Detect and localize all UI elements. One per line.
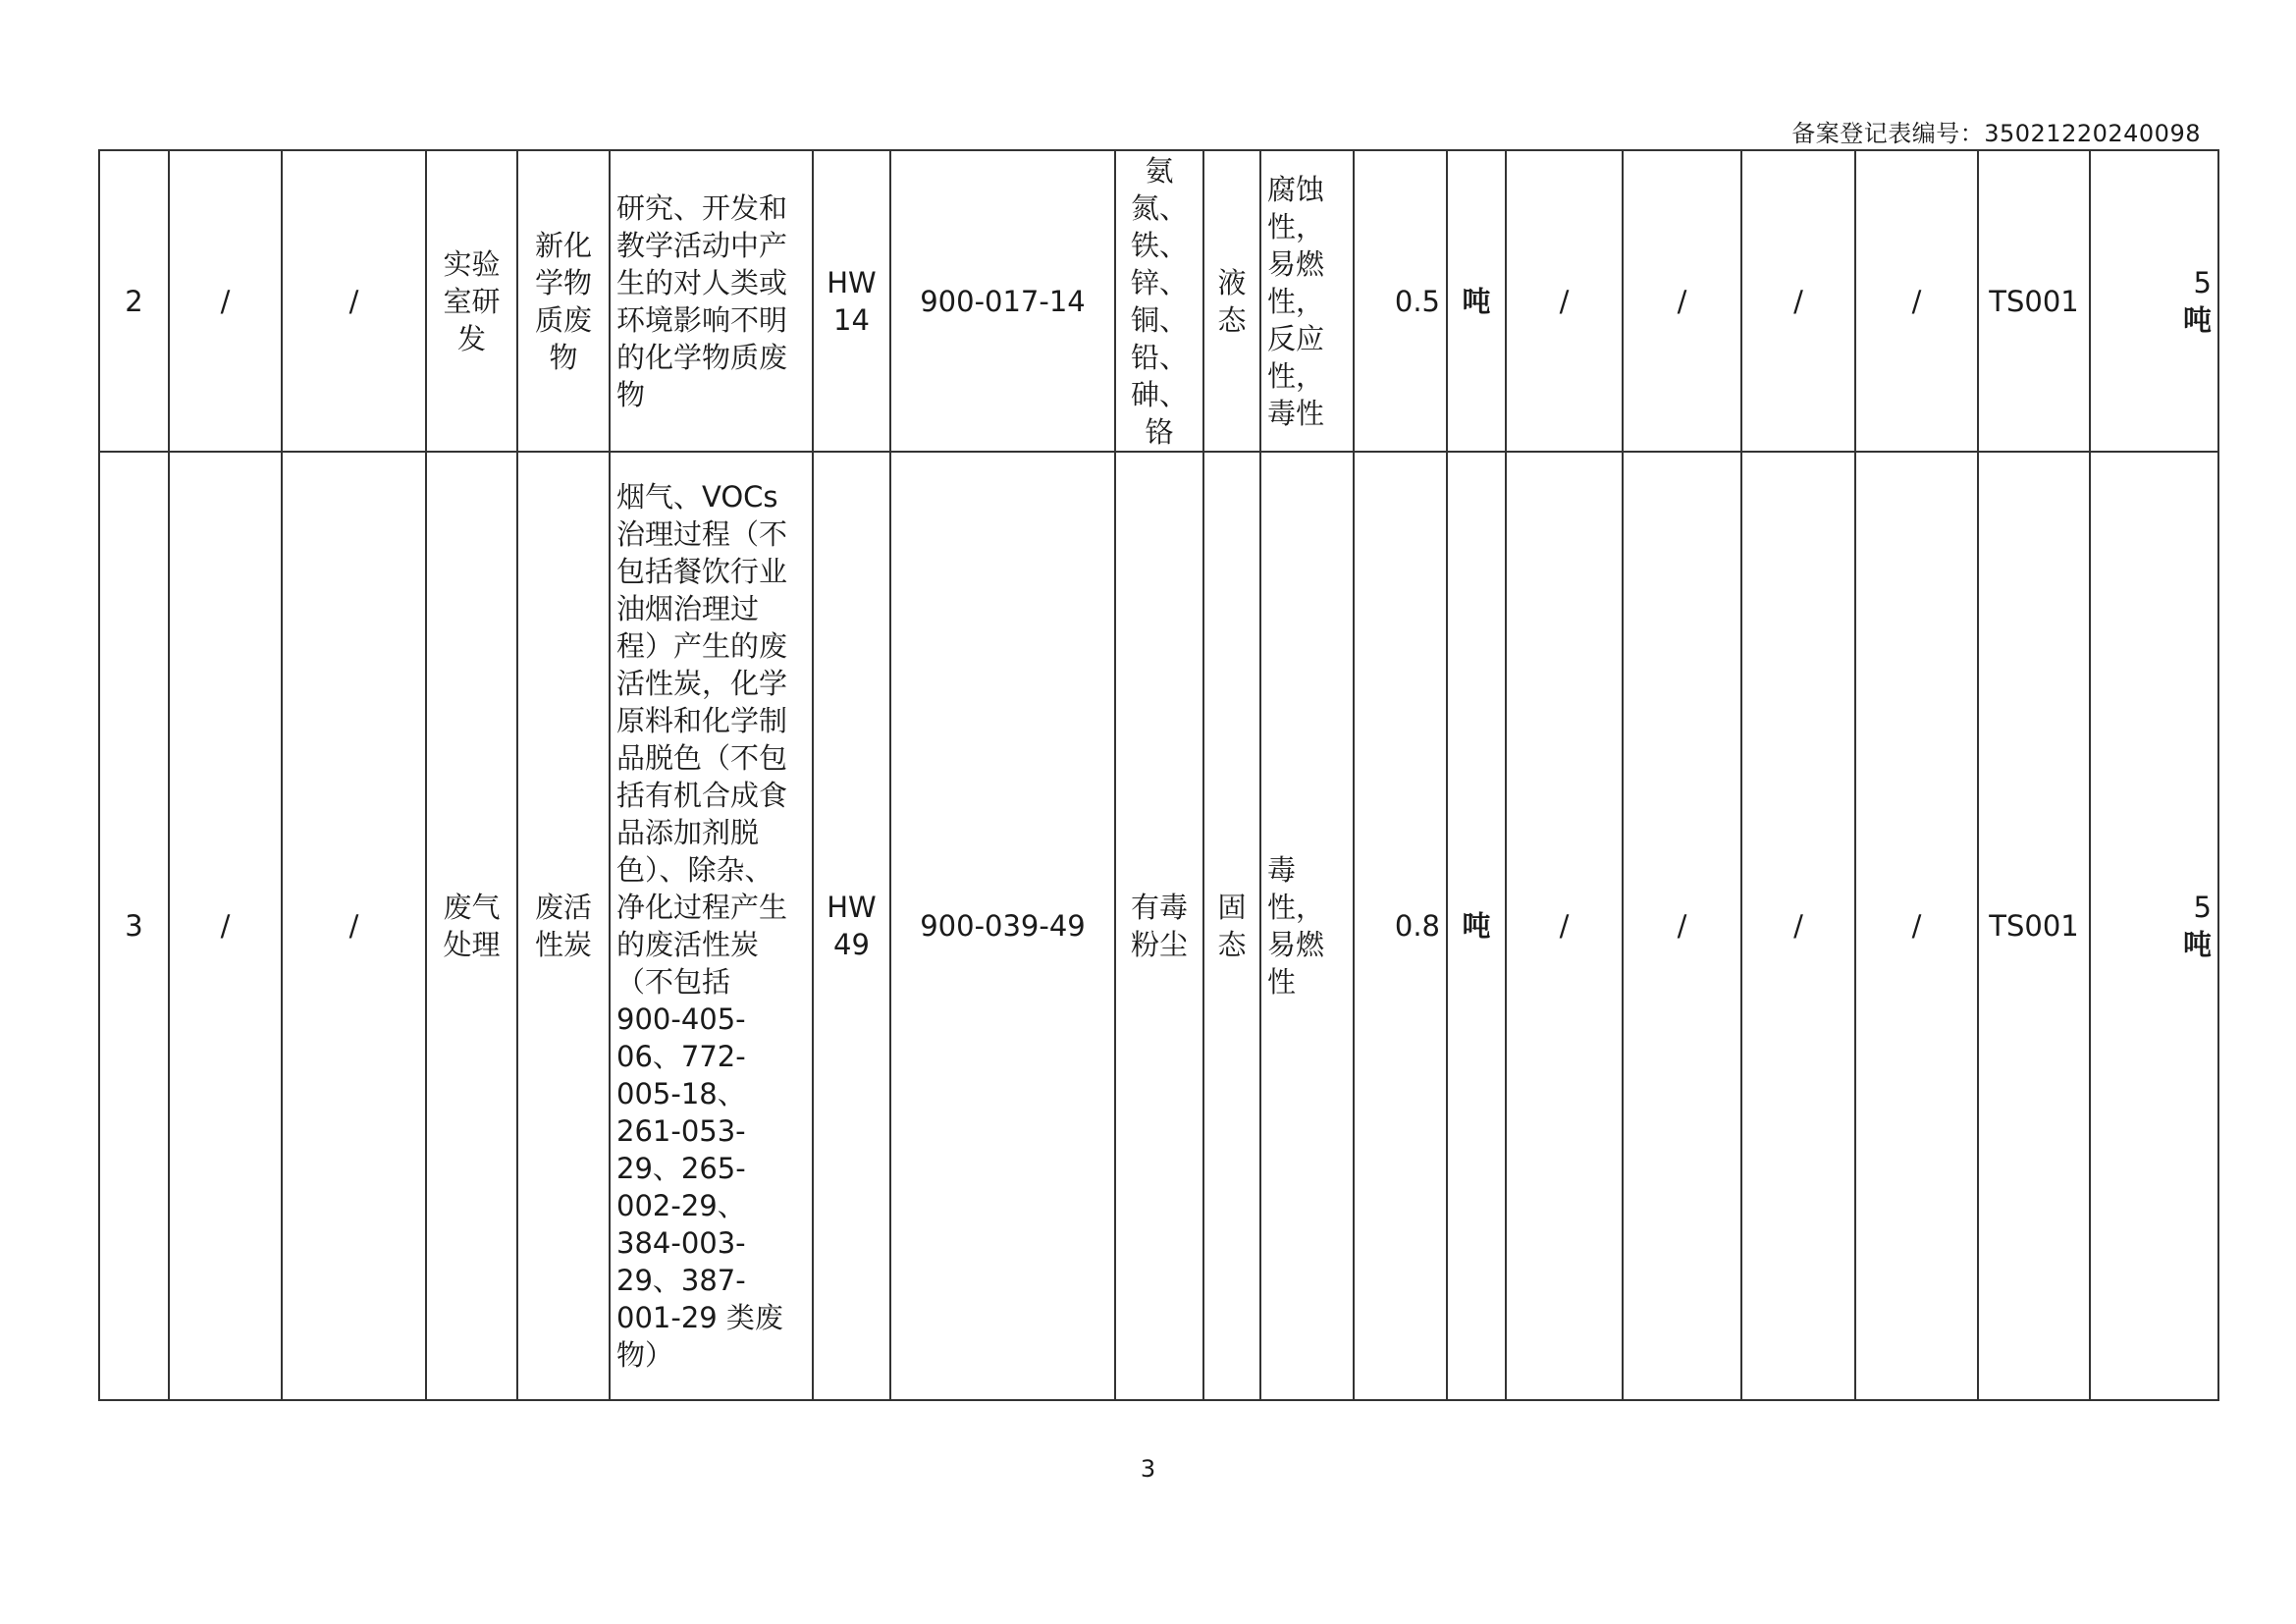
physical-form: 液态 xyxy=(1203,150,1260,452)
cell-col15: / xyxy=(1741,452,1855,1400)
desc-line: 900-405- xyxy=(616,1002,746,1036)
registration-number: 备案登记表编号：35021220240098 xyxy=(1791,120,2201,147)
cell-col13: / xyxy=(1506,452,1623,1400)
desc-line: 品脱色（不包 xyxy=(616,741,788,775)
cell-col2: / xyxy=(169,150,282,452)
cell-col14: / xyxy=(1623,150,1741,452)
waste-category: HW49 xyxy=(813,452,890,1400)
desc-line: 261-053- xyxy=(616,1114,746,1148)
page-number: 3 xyxy=(1140,1455,1156,1483)
row-number: 3 xyxy=(99,452,169,1400)
table-row-2 xyxy=(99,150,2218,452)
desc-line: 29、265- xyxy=(616,1152,746,1185)
desc-line: 色）、除杂、 xyxy=(616,853,774,887)
desc-line: 的废活性炭 xyxy=(616,928,760,961)
cell-col14: / xyxy=(1623,452,1741,1400)
hazard-characteristics: 腐蚀性，易燃性，反应性，毒性 xyxy=(1260,150,1354,452)
cell-col3: / xyxy=(282,150,426,452)
desc-line: 29、387- xyxy=(616,1264,746,1297)
annual-amount: 0.5 xyxy=(1354,150,1447,452)
hazardous-components: 有毒粉尘 xyxy=(1115,452,1203,1400)
capacity-unit: 吨 xyxy=(2182,928,2212,961)
desc-line: （不包括 xyxy=(616,965,731,999)
amount-unit: 吨 xyxy=(1447,150,1506,452)
desc-line: 384-003- xyxy=(616,1226,746,1260)
cell-col13: / xyxy=(1506,150,1623,452)
desc-line: 001-29 类废 xyxy=(616,1301,783,1334)
capacity-value: 5 xyxy=(2193,265,2212,299)
hazard-characteristics: 毒性，易燃性 xyxy=(1260,452,1354,1400)
desc-line: 005-18、 xyxy=(616,1077,746,1110)
desc-line: 06、772- xyxy=(616,1040,746,1073)
cell-col15: / xyxy=(1741,150,1855,452)
storage-capacity xyxy=(2090,150,2218,452)
desc-line: 包括餐饮行业 xyxy=(616,555,788,588)
desc-line: 净化过程产生 xyxy=(616,891,788,924)
waste-code: 900-039-49 xyxy=(890,452,1115,1400)
cell-col16: / xyxy=(1855,452,1978,1400)
waste-code: 900-017-14 xyxy=(890,150,1115,452)
capacity-value: 5 xyxy=(2193,891,2212,924)
desc-line: 烟气、VOCs xyxy=(616,480,778,514)
desc-line: 活性炭，化学 xyxy=(616,667,788,700)
desc-line: 002-29、 xyxy=(616,1189,746,1222)
amount-unit: 吨 xyxy=(1447,452,1506,1400)
desc-line: 原料和化学制 xyxy=(616,704,788,737)
desc-line: 油烟治理过 xyxy=(616,592,760,625)
desc-line: 括有机合成食 xyxy=(616,779,788,812)
desc-line: 品添加剂脱 xyxy=(616,816,760,849)
desc-line: 程）产生的废 xyxy=(616,629,788,663)
cell-col3: / xyxy=(282,452,426,1400)
waste-description xyxy=(610,452,813,1400)
physical-form: 固态 xyxy=(1203,452,1260,1400)
hazardous-components: 氨氮、铁、锌、铜、铅、砷、铬 xyxy=(1115,150,1203,452)
waste-source: 实验室研发 xyxy=(426,150,517,452)
cell-col16: / xyxy=(1855,150,1978,452)
desc-line: 治理过程（不 xyxy=(616,517,788,551)
storage-facility-code: TS001 xyxy=(1978,150,2090,452)
waste-source: 废气处理 xyxy=(426,452,517,1400)
table-row-3 xyxy=(99,452,2218,1400)
annual-amount: 0.8 xyxy=(1354,452,1447,1400)
storage-capacity xyxy=(2090,452,2218,1400)
waste-name: 废活性炭 xyxy=(517,452,610,1400)
cell-col2: / xyxy=(169,452,282,1400)
waste-description: 研究、开发和教学活动中产生的对人类或环境影响不明的化学物质废物 xyxy=(610,150,813,452)
desc-line: 物） xyxy=(616,1338,674,1372)
hazardous-waste-table xyxy=(98,149,2219,1401)
waste-name: 新化学物质废物 xyxy=(517,150,610,452)
storage-facility-code: TS001 xyxy=(1978,452,2090,1400)
waste-category: HW14 xyxy=(813,150,890,452)
row-number: 2 xyxy=(99,150,169,452)
capacity-unit: 吨 xyxy=(2182,302,2212,337)
